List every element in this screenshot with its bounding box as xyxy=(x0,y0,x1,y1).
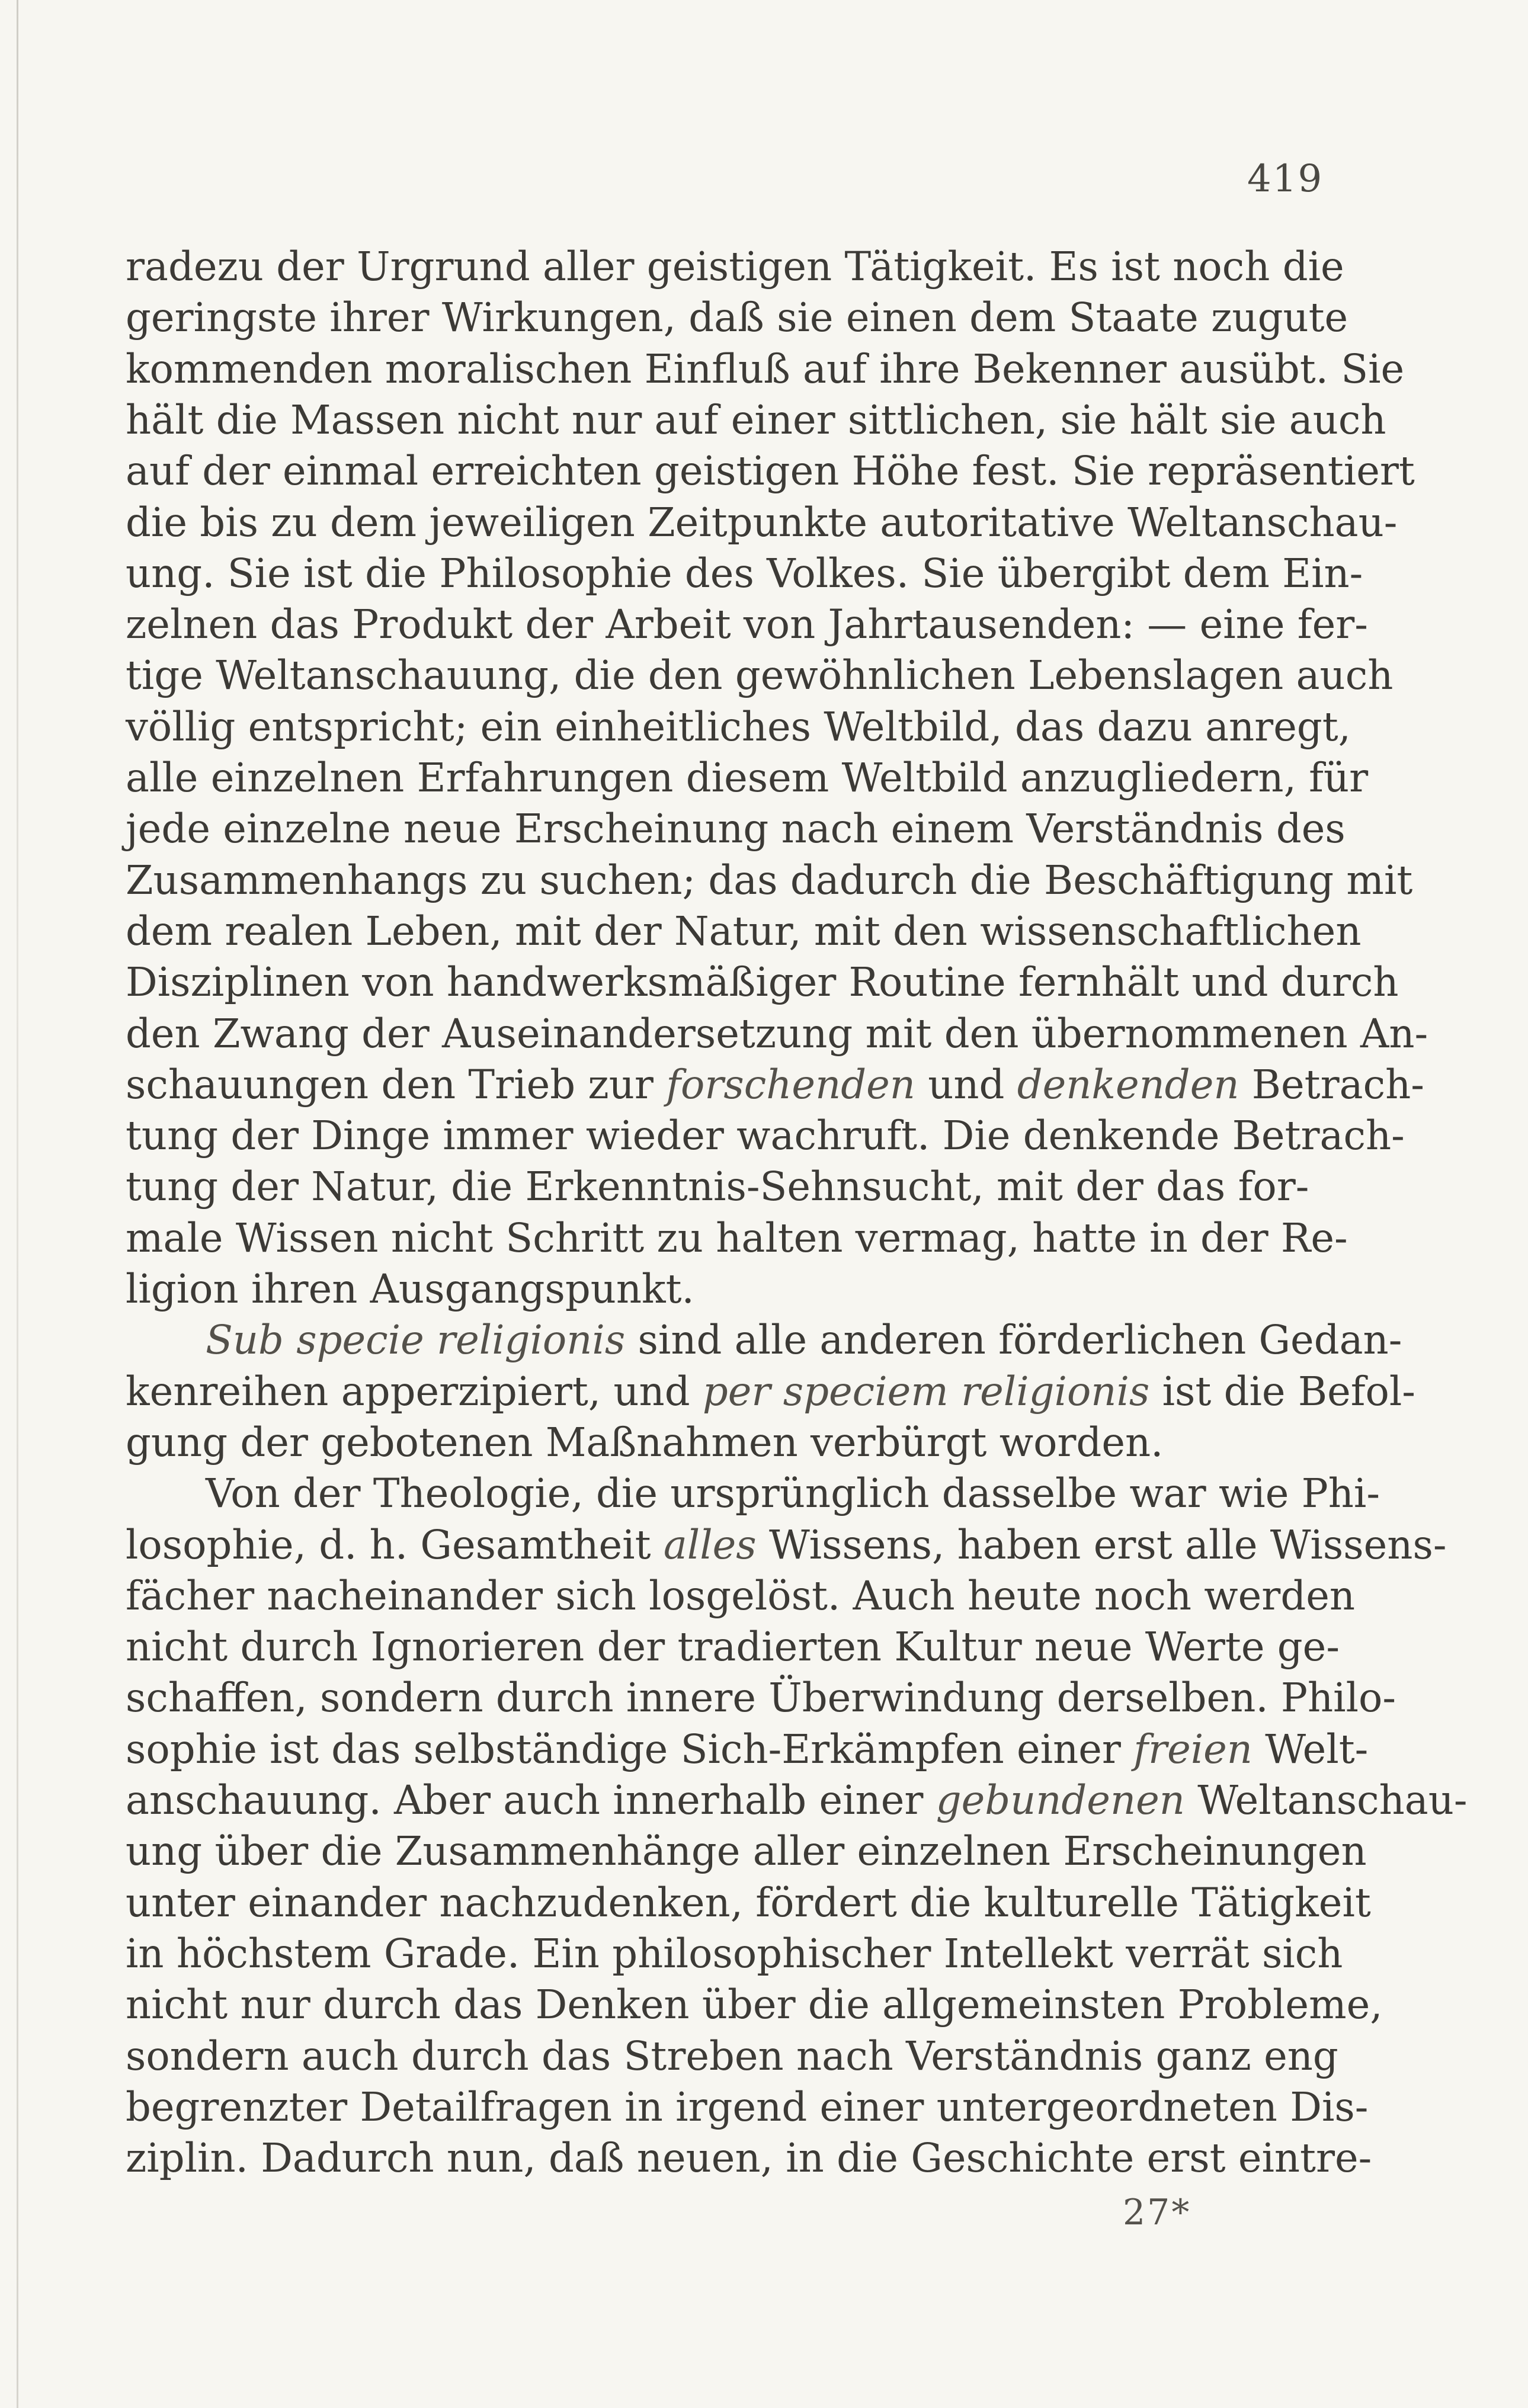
line-text: kenreihen apperzipiert, und xyxy=(126,1368,703,1415)
line-text: ligion ihren Ausgangspunkt. xyxy=(126,1266,694,1312)
signature-mark: 27* xyxy=(1123,2192,1191,2233)
line-text: ung über die Zusammenhänge aller einzelnen Erscheinungen xyxy=(126,1828,1367,1875)
text-line xyxy=(126,2029,1338,2083)
line-text: kommenden moralischen Einfluß auf ihre Bekenner ausübt. Sie xyxy=(126,345,1405,392)
line-text: auf der einmal erreichten geistigen Höhe fest. Sie repräsentiert xyxy=(126,448,1415,495)
line-text: die bis zu dem jeweiligen Zeitpunkte autoritative Weltanschau- xyxy=(126,499,1398,546)
line-text: schaffen, sondern durch innere Überwindung derselben. Philo- xyxy=(126,1675,1396,1721)
line-text: hält die Massen nicht nur auf einer sittlichen, sie hält sie auch xyxy=(126,396,1386,443)
emphasized-text: denkenden xyxy=(1017,1061,1239,1108)
emphasized-text: per speciem religionis xyxy=(702,1368,1150,1415)
text-line xyxy=(126,598,1368,651)
line-text: ung. Sie ist die Philosophie des Volkes. Sie übergibt dem Ein- xyxy=(126,550,1363,597)
text-line xyxy=(126,751,1369,804)
line-text: radezu der Urgrund aller geistigen Tätigkeit. Es ist noch die xyxy=(126,243,1344,290)
text-line xyxy=(126,291,1348,344)
text-line xyxy=(126,1620,1340,1673)
text-line xyxy=(126,342,1405,396)
line-text: Welt- xyxy=(1252,1726,1369,1772)
text-line xyxy=(126,1058,1424,1111)
text-line xyxy=(126,1518,1447,1572)
text-line xyxy=(126,547,1363,600)
line-text: schauungen den Trieb zur xyxy=(126,1061,667,1108)
line-text: unter einander nachzudenken, fördert die kulturelle Tätigkeit xyxy=(126,1879,1371,1926)
emphasized-text: forschenden xyxy=(666,1061,915,1108)
emphasized-text: Sub specie religionis xyxy=(206,1317,626,1364)
text-line xyxy=(126,1978,1383,2031)
emphasized-text: alles xyxy=(663,1521,757,1568)
line-text: gung der gebotenen Maßnahmen verbürgt worden. xyxy=(126,1419,1164,1466)
text-line xyxy=(126,802,1346,855)
text-line xyxy=(126,1774,1468,1827)
line-text: den Zwang der Auseinandersetzung mit den übernommenen An- xyxy=(126,1010,1428,1057)
line-text: in höchstem Grade. Ein philosophischer Intellekt verrät sich xyxy=(126,1930,1343,1977)
text-line xyxy=(126,700,1351,753)
text-line xyxy=(126,905,1362,958)
text-line xyxy=(126,1262,1287,1316)
text-line xyxy=(126,393,1386,447)
line-text: alle einzelnen Erfahrungen diesem Weltbild anzugliedern, für xyxy=(126,755,1369,801)
line-text: nicht durch Ignorieren der tradierten Kultur neue Werte ge- xyxy=(126,1624,1340,1670)
line-text: völlig entspricht; ein einheitliches Weltbild, das dazu anregt, xyxy=(126,703,1351,750)
line-text: tung der Dinge immer wieder wachruft. Die denkende Betrach- xyxy=(126,1112,1405,1159)
text-line xyxy=(126,1211,1348,1265)
text-line xyxy=(126,955,1399,1009)
text-line xyxy=(126,1160,1309,1213)
line-text: male Wissen nicht Schritt zu halten vermag, hatte in der Re- xyxy=(126,1214,1348,1261)
line-text: tige Weltanschauung, die den gewöhnlichen Lebenslagen auch xyxy=(126,652,1394,699)
text-line xyxy=(126,1876,1371,1929)
line-text: sophie ist das selbständige Sich-Erkämpfen einer xyxy=(126,1726,1134,1772)
text-line xyxy=(126,2080,1369,2134)
text-line xyxy=(126,1007,1428,1060)
line-text: Zusammenhangs zu suchen; das dadurch die Beschäftigung mit xyxy=(126,857,1413,903)
line-text: Von der Theologie, die ursprünglich dasselbe war wie Phi- xyxy=(206,1470,1380,1517)
gutter-edge xyxy=(17,0,18,2408)
line-text: ist die Befol- xyxy=(1149,1368,1415,1415)
text-line xyxy=(126,1467,1380,1520)
line-text: anschauung. Aber auch innerhalb einer xyxy=(126,1777,936,1823)
line-text: sondern auch durch das Streben nach Verständnis ganz eng xyxy=(126,2032,1338,2079)
line-text: fächer nacheinander sich losgelöst. Auch heute noch werden xyxy=(126,1572,1356,1619)
line-text: jede einzelne neue Erscheinung nach einem Verständnis des xyxy=(126,806,1346,852)
text-line xyxy=(126,1313,1402,1367)
line-text: nicht nur durch das Denken über die allgemeinsten Probleme, xyxy=(126,1981,1383,2028)
line-text: dem realen Leben, mit der Natur, mit den wissenschaftlichen xyxy=(126,908,1362,954)
line-text: und xyxy=(915,1061,1017,1108)
emphasized-text: freien xyxy=(1133,1726,1252,1772)
text-line xyxy=(126,1569,1356,1623)
text-line xyxy=(126,649,1394,702)
line-text: sind alle anderen förderlichen Gedan- xyxy=(625,1317,1402,1364)
line-text: ziplin. Dadurch nun, daß neuen, in die Geschichte erst eintre- xyxy=(126,2135,1372,2182)
text-line xyxy=(126,1825,1367,1878)
line-text: Wissens, haben erst alle Wissens- xyxy=(756,1521,1447,1568)
line-text: Betrach- xyxy=(1239,1061,1424,1108)
text-line xyxy=(126,1723,1369,1776)
text-line xyxy=(126,854,1413,907)
line-text: tung der Natur, die Erkenntnis-Sehnsucht, mit der das for- xyxy=(126,1163,1309,1210)
line-text: Weltanschau- xyxy=(1184,1777,1468,1823)
text-line xyxy=(126,2131,1372,2185)
line-text: zelnen das Produkt der Arbeit von Jahrtausenden: — eine fer- xyxy=(126,601,1368,648)
line-text: begrenzter Detailfragen in irgend einer untergeordneten Dis- xyxy=(126,2083,1369,2130)
text-line xyxy=(126,1927,1343,1980)
text-line xyxy=(126,1109,1405,1162)
text-line xyxy=(126,1671,1396,1724)
text-line xyxy=(126,444,1415,498)
text-line xyxy=(126,1365,1415,1418)
text-line xyxy=(126,1416,1287,1469)
line-text: losophie, d. h. Gesamtheit xyxy=(126,1521,664,1568)
text-line xyxy=(126,496,1398,549)
page-number: 419 xyxy=(1247,157,1324,201)
line-text: geringste ihrer Wirkungen, daß sie einen dem Staate zugute xyxy=(126,294,1348,341)
emphasized-text: gebundenen xyxy=(936,1777,1185,1823)
line-text: Disziplinen von handwerksmäßiger Routine fernhält und durch xyxy=(126,959,1399,1006)
text-line xyxy=(126,240,1344,293)
